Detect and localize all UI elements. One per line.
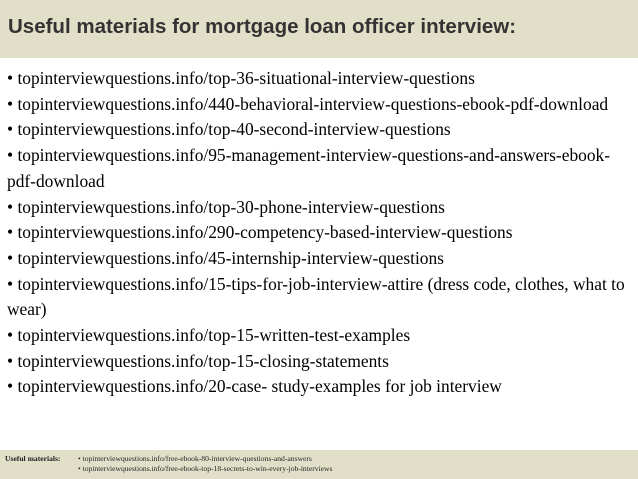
bullet: •: [7, 325, 14, 346]
item-text: topinterviewquestions.info/290-competency-based-interview-questions: [17, 222, 513, 243]
item-text: topinterviewquestions.info/15-tips-for-job-interview-attire (dress code, clothes, what to wear): [7, 273, 625, 320]
materials-list: [7, 66, 631, 400]
footer-list: [78, 454, 332, 474]
list-item: [7, 246, 631, 272]
bullet: •: [78, 454, 81, 463]
bullet: •: [7, 119, 14, 140]
footer-band: [0, 450, 638, 479]
bullet: •: [78, 464, 81, 473]
footer-item-text: topinterviewquestions.info/free-ebook-top-18-secrets-to-win-every-job-interviews: [82, 464, 333, 473]
footer-item-text: topinterviewquestions.info/free-ebook-80-interview-questions-and-answers: [82, 454, 312, 463]
footer-item: [78, 454, 332, 464]
item-text: topinterviewquestions.info/top-15-written-test-examples: [17, 325, 411, 346]
list-item: [7, 323, 631, 349]
item-text: topinterviewquestions.info/top-15-closing-statements: [17, 350, 389, 371]
bullet: •: [7, 93, 14, 114]
bullet: •: [7, 350, 14, 371]
bullet: •: [7, 68, 14, 88]
item-text: topinterviewquestions.info/top-30-phone-interview-questions: [17, 196, 445, 217]
list-item: [7, 92, 631, 118]
bullet: •: [7, 145, 14, 166]
item-text: topinterviewquestions.info/95-management-interview-questions-and-answers-ebook-pdf-download: [7, 145, 611, 191]
footer-item: [78, 464, 332, 474]
item-text: topinterviewquestions.info/top-40-second-interview-questions: [17, 119, 451, 140]
bullet: •: [7, 247, 14, 268]
item-text: topinterviewquestions.info/20-case- study-examples for job interview: [17, 376, 502, 397]
list-item: [7, 374, 631, 400]
list-item: [7, 349, 631, 375]
bullet: •: [7, 196, 14, 217]
list-item: [7, 272, 631, 323]
item-text: topinterviewquestions.info/45-internship-interview-questions: [17, 247, 444, 268]
list-item: [7, 66, 631, 92]
slide-title: Useful materials for mortgage loan officer interview:: [8, 15, 517, 38]
footer-label: Useful materials:: [5, 454, 61, 463]
list-item: [7, 117, 631, 143]
item-text: topinterviewquestions.info/440-behavioral-interview-questions-ebook-pdf-download: [17, 93, 609, 114]
bullet: •: [7, 376, 14, 397]
bullet: •: [7, 273, 14, 294]
bullet: •: [7, 222, 14, 243]
list-item: [7, 220, 631, 246]
item-text: topinterviewquestions.info/top-36-situational-interview-questions: [17, 68, 475, 88]
list-item: [7, 143, 631, 194]
header-band: [0, 0, 638, 58]
list-item: [7, 195, 631, 221]
